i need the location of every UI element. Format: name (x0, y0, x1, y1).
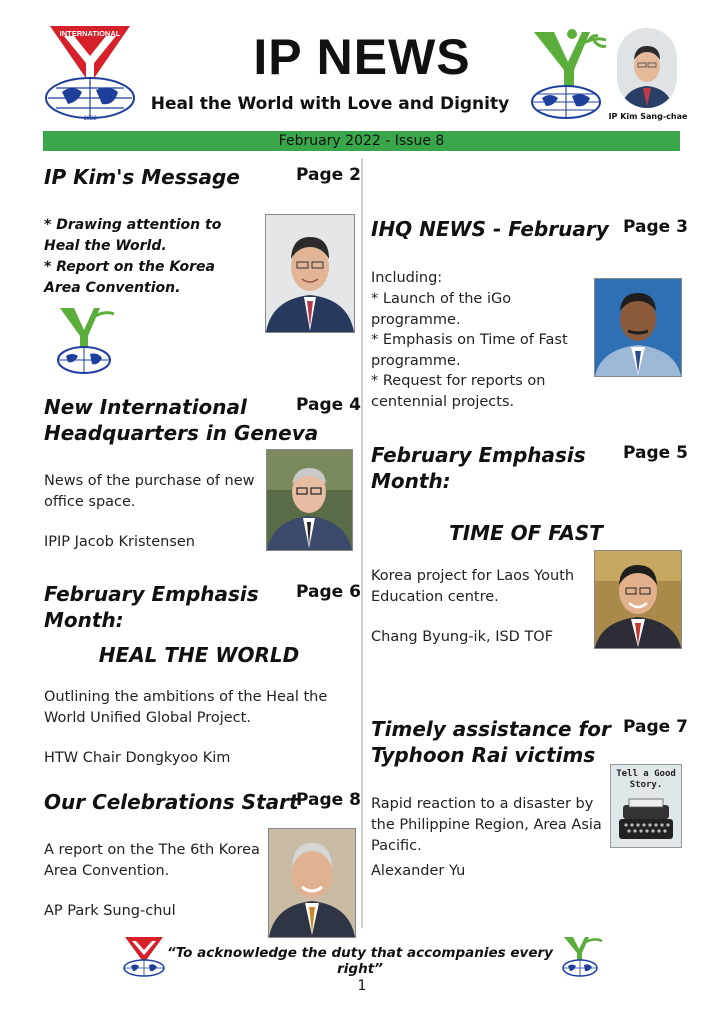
article-heading-heal-line1: February Emphasis (44, 582, 259, 606)
article-heading-celebrations: Our Celebrations Start (44, 790, 299, 814)
article-heading-typhoon-line2: Typhoon Rai victims (371, 743, 596, 767)
page-ref-4: Page 4 (296, 395, 361, 415)
article-body: Korea project for Laos Youth Education centre. (371, 568, 575, 605)
issue-bar: February 2022 - Issue 8 (43, 131, 680, 151)
page-ref-6: Page 6 (296, 582, 361, 602)
page-ref-5: Page 5 (623, 443, 688, 463)
article-byline: IPIP Jacob Kristensen (44, 534, 195, 550)
article-body: News of the purchase of new office space. (44, 473, 255, 510)
article-heading-time-of-fast-line2: Month: (371, 469, 451, 493)
jacob-kristensen-photo (266, 449, 353, 551)
article-heading-new-ihq-line2: Headquarters in Geneva (44, 421, 319, 445)
page-ref-2: Page 2 (296, 165, 361, 185)
ihq-officer-photo (594, 278, 682, 377)
heal-the-world-logo (528, 26, 612, 120)
page-number: 1 (357, 978, 367, 994)
article-subheading-time-of-fast: TIME OF FAST (449, 521, 603, 545)
newsletter-title: IP NEWS (253, 29, 471, 85)
article-body: A report on the The 6th Korea Area Convention. (44, 842, 260, 879)
article-line: * Launch of the iGo programme. (371, 291, 512, 328)
page-ref-3: Page 3 (623, 217, 688, 237)
story-image-caption: Tell a Good Story. (616, 769, 676, 790)
article-byline: Alexander Yu (371, 863, 466, 879)
tell-a-good-story-image (610, 764, 682, 848)
article-subheading-heal-the-world: HEAL THE WORLD (98, 643, 300, 667)
article-byline: AP Park Sung-chul (44, 903, 176, 919)
article-heading-heal-line2: Month: (44, 608, 124, 632)
article-bullet: * Drawing attention to Heal the World. (44, 217, 222, 254)
chang-byung-ik-photo (594, 550, 682, 649)
park-sung-chul-photo (268, 828, 356, 938)
article-heading-new-ihq-line1: New International (44, 395, 247, 419)
article-body: Rapid reaction to a disaster by the Philippine Region, Area Asia Pacific. (371, 796, 602, 854)
page-ref-8: Page 8 (296, 790, 361, 810)
article-heading-time-of-fast-line1: February Emphasis (371, 443, 586, 467)
article-heading-typhoon-line1: Timely assistance for (371, 717, 611, 741)
heal-the-world-logo-small (54, 304, 118, 376)
page-ref-7: Page 7 (623, 717, 688, 737)
article-heading-ip-kim-message: IP Kim's Message (44, 165, 240, 189)
article-byline: HTW Chair Dongkyoo Kim (44, 750, 231, 766)
svg-text:INTERNATIONAL: INTERNATIONAL (59, 29, 121, 38)
article-byline: Chang Byung-ik, ISD TOF (371, 629, 554, 645)
article-bullet: * Report on the Korea Area Convention. (44, 259, 215, 296)
article-line: Including: (371, 270, 443, 286)
column-divider (361, 158, 363, 928)
newsletter-subtitle: Heal the World with Love and Dignity (150, 94, 510, 114)
article-body: Outlining the ambitions of the Heal the World Unified Global Project. (44, 689, 328, 726)
svg-text:1922: 1922 (83, 116, 97, 122)
ip-kim-portrait (617, 28, 677, 108)
article-line: * Emphasis on Time of Fast programme. (371, 332, 568, 369)
typewriter-icon (611, 797, 681, 847)
footer-heal-the-world-logo (560, 935, 606, 977)
article-line: * Request for reports on centennial projects. (371, 373, 546, 410)
footer-quote: “To acknowledge the duty that accompanies every right” (167, 945, 553, 977)
article-heading-ihq-news: IHQ NEWS - February (371, 217, 609, 241)
ip-kim-photo (265, 214, 355, 333)
portrait-caption: IP Kim Sang-chae (608, 112, 688, 121)
